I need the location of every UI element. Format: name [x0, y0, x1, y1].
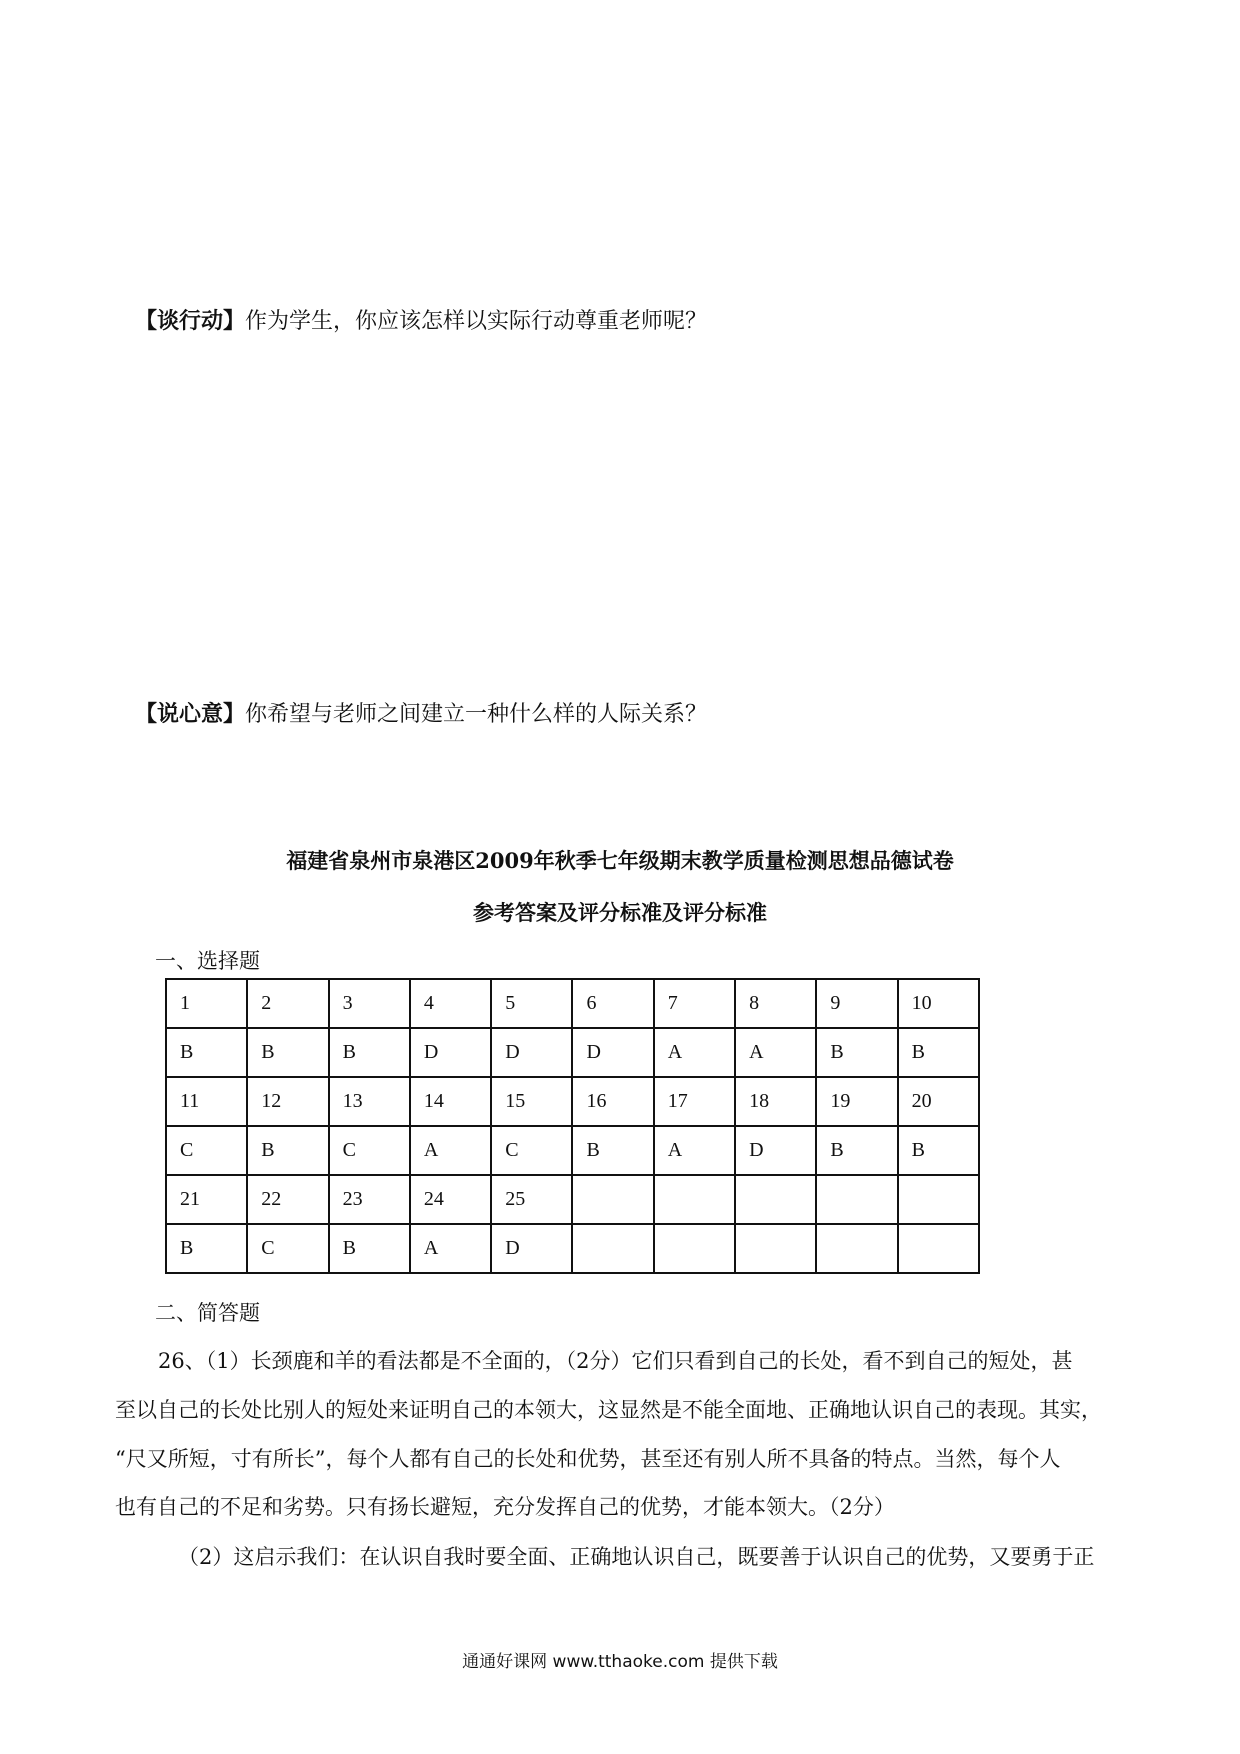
question-heart [135, 697, 707, 728]
table-cell: 18 [735, 1077, 816, 1126]
table-cell: B [898, 1126, 979, 1175]
table-cell [654, 1175, 735, 1224]
answer-26-line-3: “尺又所短，寸有所长”，每个人都有自己的长处和优势，甚至还有别人所不具备的特点。当然，每个人 [115, 1447, 1061, 1471]
table-cell: D [491, 1224, 572, 1273]
table-cell: 7 [654, 979, 735, 1028]
answer-26-line-1: 26、（1）长颈鹿和羊的看法都是不全面的，（2分）它们只看到自己的长处，看不到自己的短处，甚 [158, 1349, 1073, 1373]
table-cell: A [410, 1126, 491, 1175]
table-cell: B [898, 1028, 979, 1077]
table-cell [572, 1224, 653, 1273]
table-cell: D [410, 1028, 491, 1077]
table-cell: A [654, 1028, 735, 1077]
table-row [166, 979, 979, 1028]
table-cell: D [572, 1028, 653, 1077]
table-cell: 3 [329, 979, 410, 1028]
question-action-tag: 【谈行动】 [135, 309, 246, 334]
table-cell: B [572, 1126, 653, 1175]
table-cell: 24 [410, 1175, 491, 1224]
table-cell: 21 [166, 1175, 247, 1224]
table-cell: 5 [491, 979, 572, 1028]
answer-26-line-2: 至以自己的长处比别人的短处来证明自己的本领大，这显然是不能全面地、正确地认识自己的表现。其实， [115, 1398, 1102, 1422]
table-cell: 14 [410, 1077, 491, 1126]
table-cell: 16 [572, 1077, 653, 1126]
table-cell: 1 [166, 979, 247, 1028]
table-cell: C [166, 1126, 247, 1175]
table-cell: C [329, 1126, 410, 1175]
question-heart-tag: 【说心意】 [135, 702, 246, 727]
table-cell: 9 [816, 979, 897, 1028]
answer-key-subtitle: 参考答案及评分标准及评分标准 [473, 900, 767, 925]
table-cell: B [247, 1028, 328, 1077]
table-cell [816, 1175, 897, 1224]
table-cell: 11 [166, 1077, 247, 1126]
answer-key-title: 福建省泉州市泉港区2009年秋季七年级期末教学质量检测思想品德试卷 [286, 848, 954, 873]
section-multiple-choice: 一、选择题 [155, 949, 260, 973]
table-cell: 2 [247, 979, 328, 1028]
table-row [166, 1077, 979, 1126]
answer-26-line-5: （2）这启示我们：在认识自我时要全面、正确地认识自己，既要善于认识自己的优势，又要勇于正 [178, 1545, 1095, 1569]
page-footer: 通通好课网 www.tthaoke.com 提供下载 [462, 1652, 778, 1672]
table-row [166, 1224, 979, 1273]
answer-table [165, 978, 980, 1274]
question-heart-text: 你希望与老师之间建立一种什么样的人际关系？ [245, 702, 708, 727]
table-cell: 4 [410, 979, 491, 1028]
table-cell: D [491, 1028, 572, 1077]
table-cell: 22 [247, 1175, 328, 1224]
table-cell: C [491, 1126, 572, 1175]
table-cell: A [735, 1028, 816, 1077]
table-cell: A [410, 1224, 491, 1273]
table-cell: 17 [654, 1077, 735, 1126]
table-cell [898, 1224, 979, 1273]
question-action [135, 304, 707, 335]
table-cell: B [816, 1028, 897, 1077]
table-cell [816, 1224, 897, 1273]
table-cell: 13 [329, 1077, 410, 1126]
table-cell: B [166, 1028, 247, 1077]
table-cell [735, 1224, 816, 1273]
table-cell: 6 [572, 979, 653, 1028]
table-cell: B [329, 1224, 410, 1273]
table-cell: B [247, 1126, 328, 1175]
answer-26-line-4: 也有自己的不足和劣势。只有扬长避短，充分发挥自己的优势，才能本领大。（2分） [115, 1495, 895, 1519]
table-row [166, 1175, 979, 1224]
table-cell: A [654, 1126, 735, 1175]
table-row [166, 1126, 979, 1175]
table-cell: B [816, 1126, 897, 1175]
section-short-answer: 二、简答题 [155, 1301, 260, 1325]
table-cell: B [166, 1224, 247, 1273]
table-cell: D [735, 1126, 816, 1175]
table-cell: 12 [247, 1077, 328, 1126]
table-cell: C [247, 1224, 328, 1273]
table-cell: 15 [491, 1077, 572, 1126]
table-cell: 8 [735, 979, 816, 1028]
table-cell [735, 1175, 816, 1224]
table-cell: 20 [898, 1077, 979, 1126]
table-cell [572, 1175, 653, 1224]
question-action-text: 作为学生，你应该怎样以实际行动尊重老师呢？ [245, 309, 708, 334]
table-row [166, 1028, 979, 1077]
table-cell: 10 [898, 979, 979, 1028]
table-cell: 23 [329, 1175, 410, 1224]
table-cell [898, 1175, 979, 1224]
table-cell: 25 [491, 1175, 572, 1224]
table-cell: 19 [816, 1077, 897, 1126]
table-cell: B [329, 1028, 410, 1077]
table-cell [654, 1224, 735, 1273]
